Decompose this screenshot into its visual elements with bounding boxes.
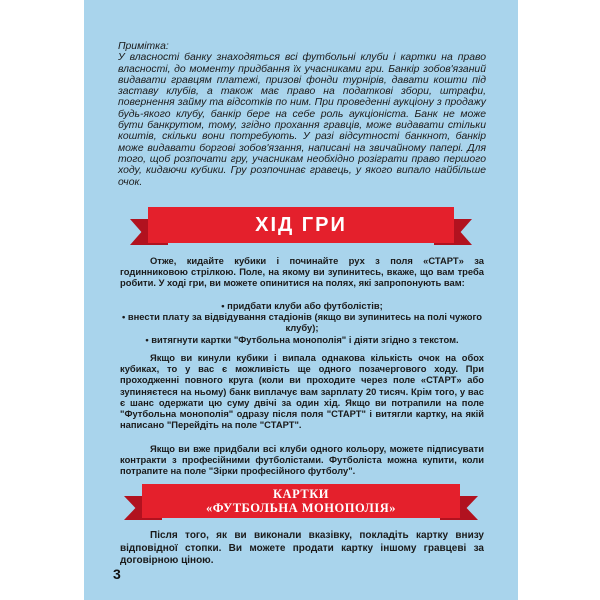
page-number: 3	[113, 566, 121, 582]
option-item: • придбати клуби або футболістів;	[221, 300, 383, 311]
paragraph-doubles	[120, 352, 484, 430]
option-item: • витягнути картки "Футбольна монополія" і діяти згідно з текстом.	[145, 333, 459, 345]
page	[84, 0, 518, 600]
section-banner-cards	[124, 484, 478, 526]
note-title: Примітка:	[118, 41, 169, 52]
section-banner-game-flow	[130, 207, 472, 251]
doubles-text: Якщо ви кинули кубики і випала однакова кількість очок на обох кубиках, то у вас є можливість ще одного позачергового ходу. При проходженні повного круга (коли ви проходите через поле «СТАРТ» або зупиняєтеся на ньому) банк виплачує вам зарплату 20 тисяч. Крім того, у вас є шанс одержати цю суму двічі за один хід. Якщо ви потрапили на поле "Футбольна монополія" одразу після поля "СТАРТ" і витягли картку, на якій написано "Перейдіть на поле "СТАРТ".	[120, 352, 484, 431]
section-title-cards	[142, 484, 460, 518]
option-item: • внести плату за відвідування стадіонів (якщо ви зупинитесь на полі чужого клубу);	[121, 311, 483, 334]
options-list	[120, 300, 484, 345]
note-block	[118, 41, 486, 188]
contracts-text: Якщо ви вже придбали всі клуби одного кольору, можете підписувати контракти з професійними футболістами. Футболіста можна купити, коли потрапите на поле "Зірки професійного футболу".	[120, 443, 484, 477]
paragraph-cards	[120, 530, 484, 568]
paragraph-intro	[120, 255, 484, 289]
section-title-game-flow: ХІД ГРИ	[148, 207, 454, 243]
intro-text: Отже, кидайте кубики і починайте рух з поля «СТАРТ» за годинниковою стрілкою. Поле, на якому ви зупинитесь, вкаже, що вам треба робити. У ході гри, ви можете опинитися на полях, які запропонують вам:	[120, 255, 484, 289]
section-title-line2: «ФУТБОЛЬНА МОНОПОЛІЯ»	[205, 501, 397, 515]
cards-text: Після того, як ви виконали вказівку, покладіть картку внизу відповідної стопки. Ви можете продати картку іншому гравцеві за договірною ціною.	[120, 530, 484, 567]
paragraph-contracts	[120, 443, 484, 477]
section-title-line1: КАРТКИ	[272, 487, 329, 501]
note-text: У власності банку знаходяться всі футбольні клуби і картки на право власності, до моменту придбання їх учасниками гри. Банкір зобов'язаний видавати гравцям платежі, призові фонди турнірів, давати кошти під заставу клубів, а також має право на податкові збори, штрафи, повернення займу та відсотків по ним. При проведенні аукціону з продажу будь-якого клубу, банкір бере на себе роль аукціоніста. Банк не може бути банкрутом, тому, згідно прохання гравців, може видавати стільки коштів, скільки вони потребують. У разі відсутності банкнот, банкір може видавати боргові зобов'язання, написані на звичайному папері. Для того, щоб розпочати гру, учасникам необхідно розіграти право першого ходу, кидаючи кубики. Гру розпочинає гравець, у якого випало найбільше очок.	[118, 52, 486, 188]
